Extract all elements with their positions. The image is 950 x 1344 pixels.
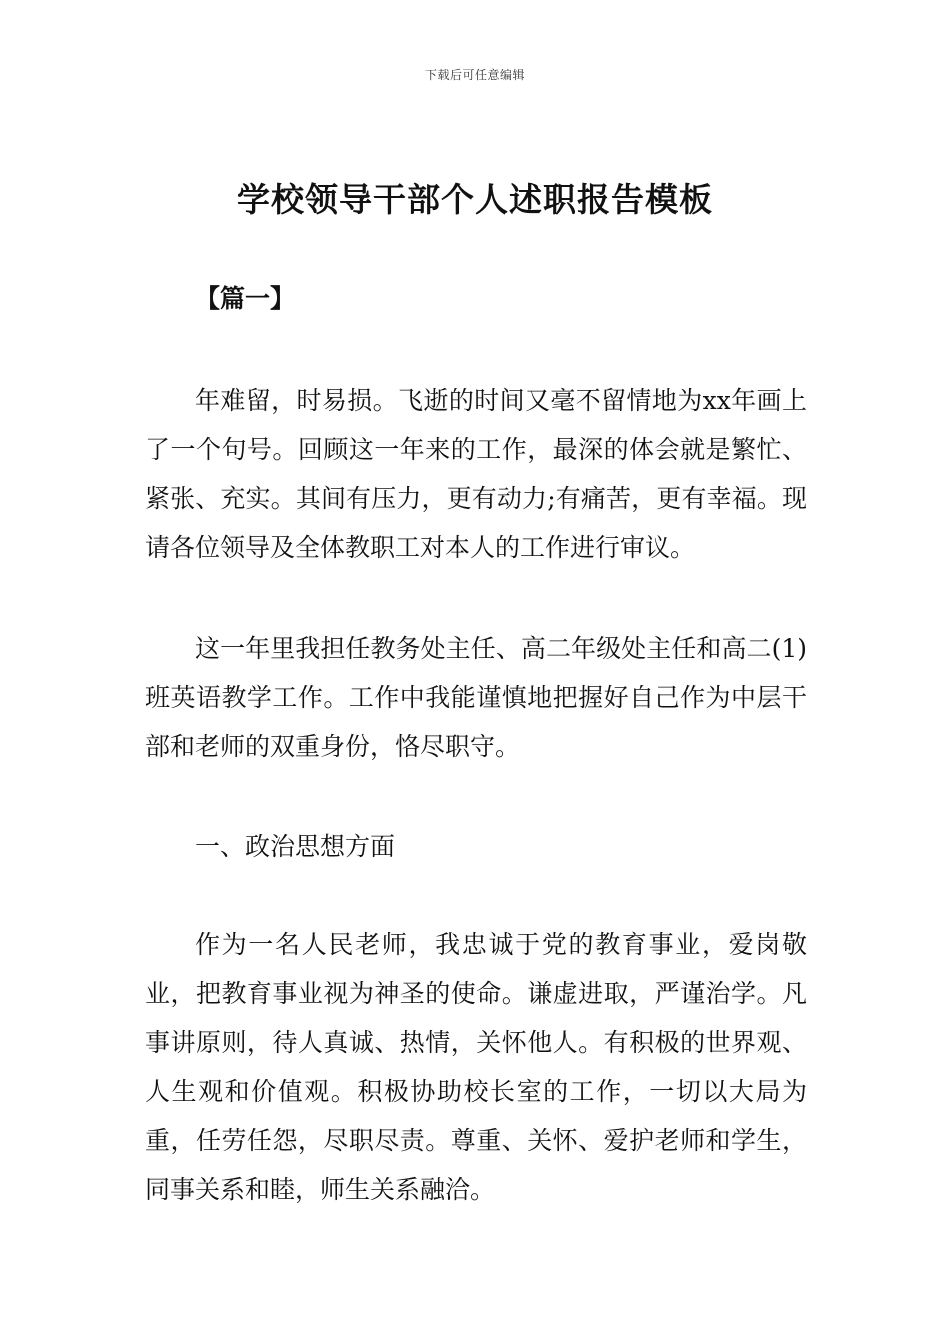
document-title: 学校领导干部个人述职报告模板 <box>237 180 713 219</box>
body-paragraph-3: 作为一名人民老师，我忠诚于党的教育事业，爱岗敬业，把教育事业视为神圣的使命。谦虚进取，严谨治学。凡事讲原则，待人真诚、热情，关怀他人。有积极的世界观、人生观和价值观。积极协助校长室的工作，一切以大局为重，任劳任怨，尽职尽责。尊重、关怀、爱护老师和学生，同事关系和睦，师生关系融洽。 <box>145 930 807 1204</box>
section-label: 【篇一】 <box>195 284 296 313</box>
body-paragraph-2: 这一年里我担任教务处主任、高二年级处主任和高二(1)班英语教学工作。工作中我能谨慎地把握好自己作为中层干部和老师的双重身份，恪尽职守。 <box>145 634 807 761</box>
body-paragraph-1: 年难留，时易损。飞逝的时间又毫不留情地为xx年画上了一个句号。回顾这一年来的工作，最深的体会就是繁忙、紧张、充实。其间有压力，更有动力;有痛苦，更有幸福。现请各位领导及全体教职工对本人的工作进行审议。 <box>145 386 807 562</box>
subheading-political-thought: 一、政治思想方面 <box>195 832 396 861</box>
page-header-note: 下载后可任意编辑 <box>424 68 525 82</box>
